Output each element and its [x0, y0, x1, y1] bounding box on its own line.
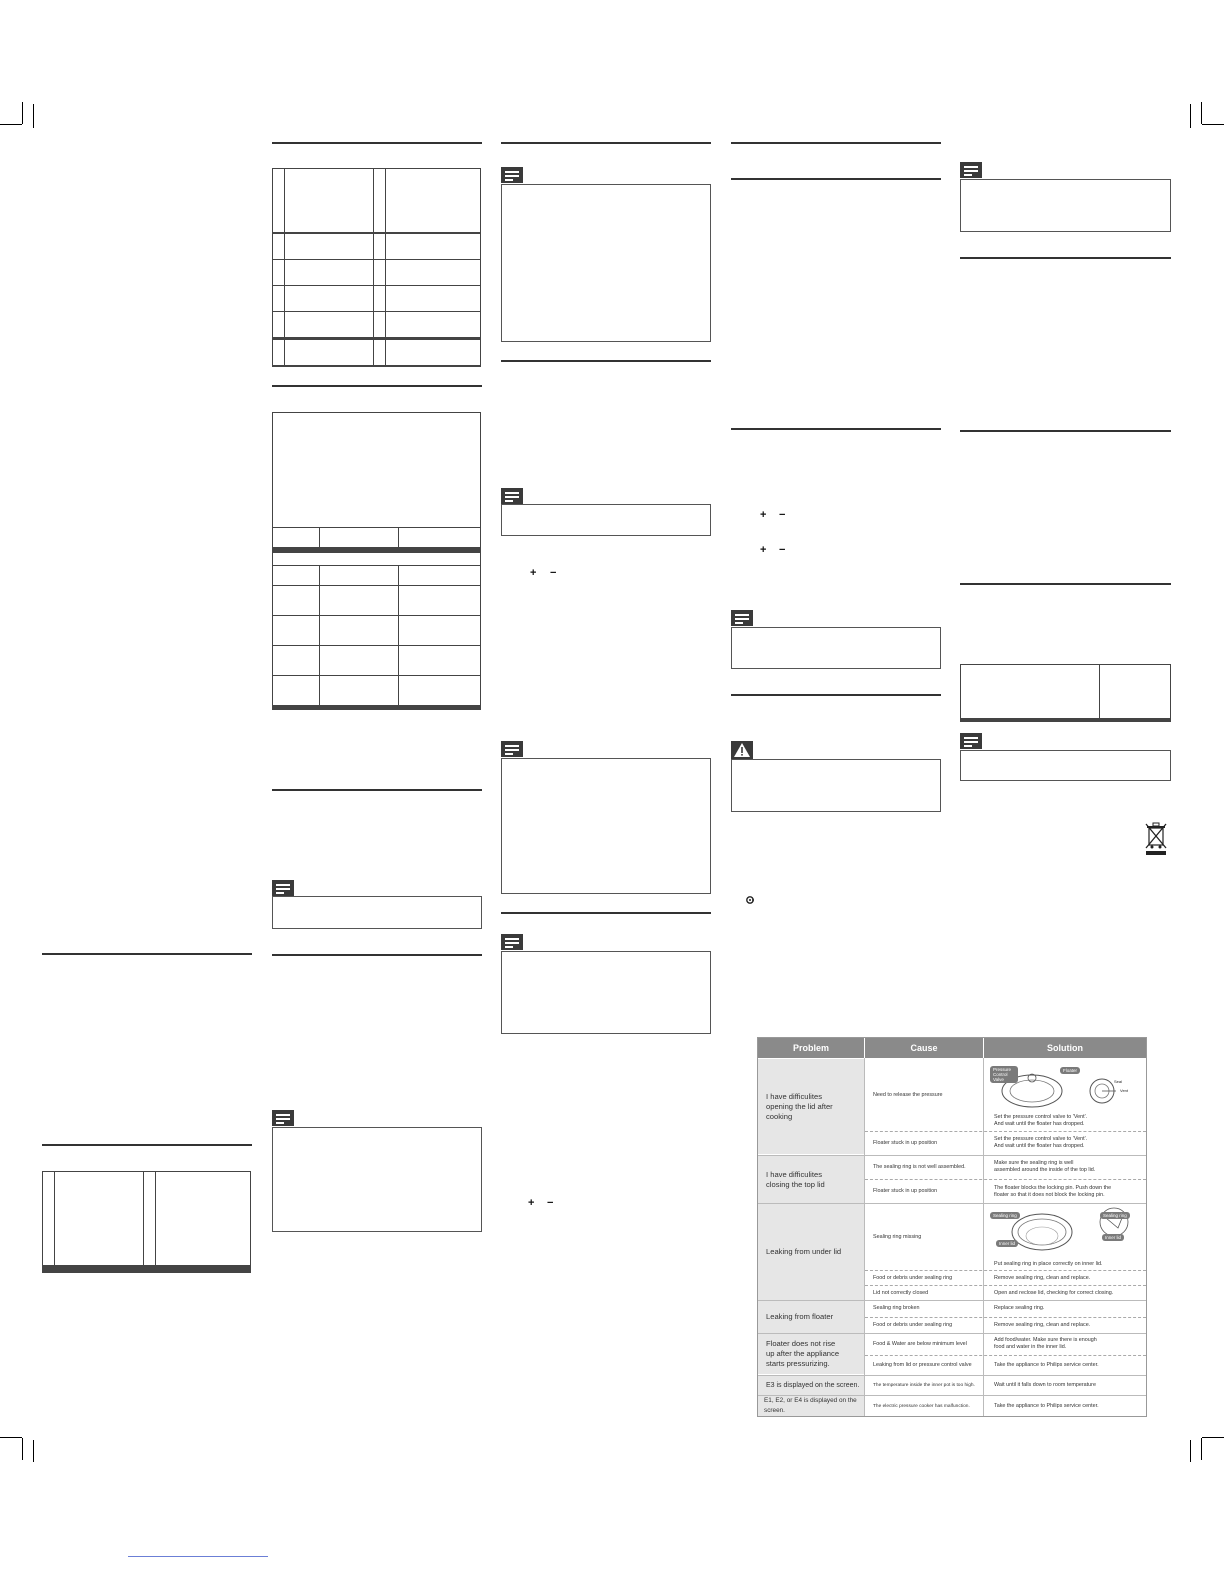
pressure-valve-figure: [990, 1061, 1140, 1111]
cause-cell: Sealing ring broken: [873, 1305, 920, 1311]
note-icon: [960, 162, 982, 178]
solution-cell: The floater blocks the locking pin. Push down the floater so that it does not block the locking pin.: [994, 1184, 1112, 1198]
label-sealing-ring: Sealing ring: [990, 1212, 1020, 1219]
cause-cell: Floater stuck in up position: [873, 1139, 938, 1146]
section-rule: [731, 694, 941, 696]
note-box: [960, 733, 1171, 781]
label-pressure-control-valve: Pressure Control Valve: [990, 1066, 1018, 1083]
section-rule: [960, 583, 1171, 585]
minus-symbol: −: [779, 544, 786, 556]
section-rule: [501, 912, 711, 914]
solution-cell: Add food/water. Make sure there is enough food and water in the inner lid.: [994, 1337, 1097, 1350]
cause-cell: Floater stuck in up position: [873, 1188, 938, 1194]
cause-cell: Food or debris under sealing ring: [873, 1322, 953, 1328]
note-box: [501, 167, 711, 342]
note-box: [501, 488, 711, 536]
label-floater: Floater: [1060, 1067, 1080, 1074]
problem-cell: Floater does not rise up after the appliance starts pressurizing.: [758, 1334, 864, 1374]
label-seal: Seal: [1114, 1079, 1123, 1084]
section-rule: [272, 789, 482, 791]
cause-cell: Need to release the pressure: [873, 1091, 943, 1098]
cause-cell: The temperature inside the inner pot is too high.: [873, 1383, 975, 1388]
section-rule: [272, 385, 482, 387]
specs-table: [960, 664, 1171, 722]
solution-cell: Put sealing ring in place correctly on inner lid.: [994, 1260, 1103, 1267]
footer-link-line: [128, 1556, 268, 1557]
cause-cell: The electric pressure cooker has malfunction.: [873, 1403, 970, 1409]
warning-box: [731, 741, 941, 812]
solution-cell: Make sure the sealing ring is well assembled around the inside of the top lid.: [994, 1160, 1096, 1173]
problem-cell: Leaking from floater: [758, 1301, 864, 1333]
solution-cell: Take the appliance to Philips service center.: [994, 1361, 1099, 1368]
solution-cell: Take the appliance to Philips service center.: [994, 1402, 1099, 1409]
note-icon: [272, 1110, 294, 1126]
problem-cell: E1, E2, or E4 is displayed on the screen.: [758, 1396, 864, 1416]
cause-cell: The sealing ring is not well assembled.: [873, 1163, 966, 1170]
solution-cell: Set the pressure control valve to 'Vent'. And wait until the floater has dropped.: [994, 1136, 1088, 1149]
label-inner-lid: Inner lid: [1102, 1234, 1124, 1241]
solution-cell: Set the pressure control valve to 'Vent'. And wait until the floater has dropped.: [994, 1114, 1088, 1127]
section-rule: [960, 257, 1171, 259]
problem-cell: E3 is displayed on the screen.: [758, 1376, 864, 1395]
solution-cell: Remove sealing ring, clean and replace.: [994, 1274, 1091, 1281]
solution-cell: Wait until it falls down to room temperature: [994, 1382, 1096, 1388]
parts-table: [42, 1171, 251, 1273]
label-sealing-ring: Sealing ring: [1100, 1212, 1130, 1219]
note-icon: [501, 741, 523, 757]
weee-bin-icon: [1144, 822, 1168, 856]
plus-symbol: +: [760, 544, 767, 556]
section-rule: [272, 142, 482, 144]
section-rule: [960, 430, 1171, 432]
section-rule: [731, 142, 941, 144]
section-rule: [42, 1144, 252, 1146]
cause-cell: Sealing ring missing: [873, 1233, 922, 1240]
note-icon: [501, 488, 523, 504]
settings-icon: [746, 891, 754, 899]
cause-cell: Food or debris under sealing ring: [873, 1274, 953, 1281]
cause-cell: Food & Water are below minimum level: [873, 1340, 967, 1347]
section-rule: [501, 142, 711, 144]
warning-icon: [731, 741, 753, 759]
section-rule: [731, 428, 941, 430]
header-solution: Solution: [984, 1038, 1146, 1058]
note-box: [501, 741, 711, 894]
minus-symbol: −: [550, 567, 557, 579]
minus-symbol: −: [547, 1197, 554, 1209]
cooking-table: [272, 412, 481, 710]
note-icon: [501, 934, 523, 950]
section-rule: [731, 178, 941, 180]
note-icon: [272, 880, 294, 896]
cause-cell: Leaking from lid or pressure control valve: [873, 1361, 972, 1368]
plus-symbol: +: [528, 1197, 535, 1209]
header-cause: Cause: [865, 1038, 983, 1058]
note-box: [272, 1110, 482, 1232]
note-icon: [501, 167, 523, 183]
note-box: [501, 934, 711, 1034]
sealing-ring-figure: [990, 1206, 1140, 1258]
solution-cell: Remove sealing ring, clean and replace.: [994, 1322, 1091, 1328]
note-box: [960, 162, 1171, 232]
section-rule: [272, 954, 482, 956]
problem-cell: Leaking from under lid: [758, 1204, 864, 1300]
solution-cell: Open and reclose lid, checking for correct closing.: [994, 1289, 1114, 1296]
problem-cell: I have difficulites opening the lid after cooking: [758, 1059, 864, 1154]
problem-cell: I have difficulites closing the top lid: [758, 1156, 864, 1203]
troubleshooting-table: [757, 1037, 1147, 1417]
note-icon: [960, 733, 982, 749]
note-box: [731, 610, 941, 669]
note-box: [272, 880, 482, 929]
minus-symbol: −: [779, 509, 786, 521]
label-inner-lid: Inner lid: [996, 1240, 1018, 1247]
cause-cell: Lid not correctly closed: [873, 1289, 929, 1296]
components-table: [272, 168, 481, 367]
section-rule: [42, 953, 252, 955]
plus-symbol: +: [760, 509, 767, 521]
label-vent: Vent: [1120, 1088, 1129, 1093]
section-rule: [501, 360, 711, 362]
solution-cell: Replace sealing ring.: [994, 1305, 1045, 1311]
header-problem: Problem: [758, 1038, 864, 1058]
note-icon: [731, 610, 753, 626]
plus-symbol: +: [530, 567, 537, 579]
